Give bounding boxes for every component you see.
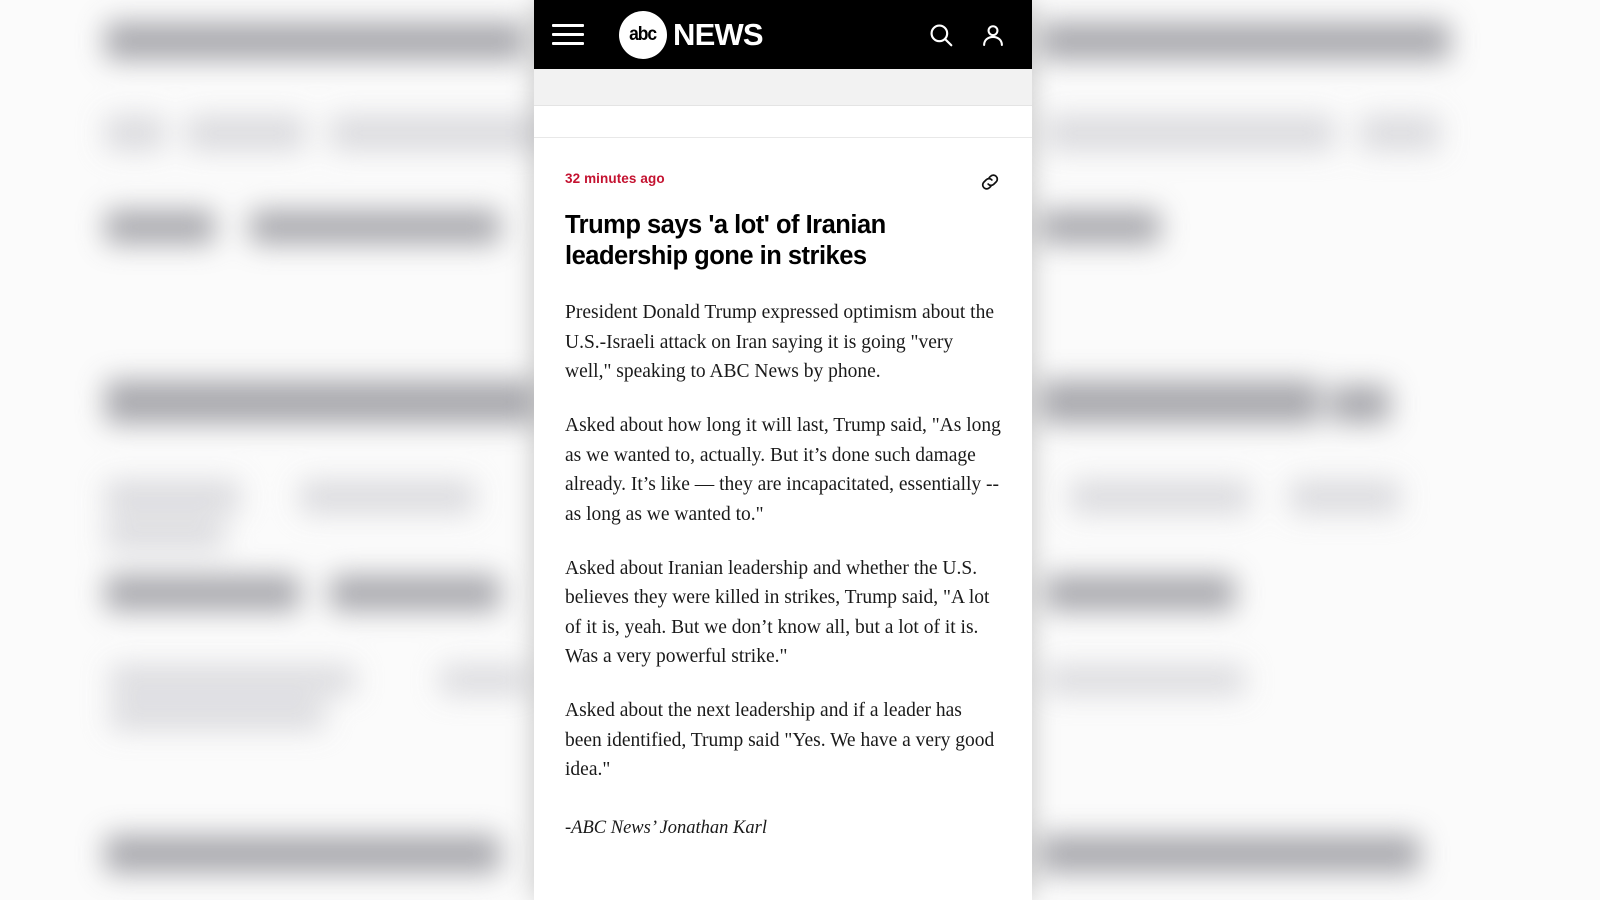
article-paragraph: Asked about the next leadership and if a leader has been identified, Trump said "Yes. We have a very good idea." <box>565 700 995 781</box>
article-meta-row <box>565 171 1001 193</box>
article-paragraph: Asked about how long it will last, Trump said, "As long as we wanted to, actually. But it’s done such damage already. It’s like — they are incapacitated, essentially -- as long as we wanted to." <box>565 415 1001 525</box>
link-share-icon[interactable] <box>979 171 1001 193</box>
header-subbar-secondary <box>534 106 1032 138</box>
article-paragraph: Asked about Iranian leadership and whether the U.S. believes they were killed in strikes, Trump said, "A lot of it is, yeah. But we don’t know all, but a lot of it is. Was a very powerful strike." <box>565 557 990 668</box>
byline: -ABC News’ Jonathan Karl <box>565 817 767 838</box>
header-subbar <box>534 69 1032 106</box>
account-icon[interactable] <box>980 22 1006 48</box>
article-paragraph: President Donald Trump expressed optimism about the U.S.-Israeli attack on Iran saying it is going "very well," speaking to ABC News by phone. <box>565 302 994 383</box>
abc-news-logo[interactable] <box>619 11 763 59</box>
page-title: Trump says 'a lot' of Iranian leadership gone in strikes <box>565 211 886 270</box>
news-wordmark: NEWS <box>673 17 763 52</box>
site-header <box>534 0 1032 69</box>
article-body <box>534 138 1032 839</box>
article-column <box>534 0 1032 900</box>
header-actions <box>928 22 1014 48</box>
hamburger-menu-icon[interactable] <box>552 21 586 49</box>
abc-wordmark: abc <box>629 23 657 45</box>
timestamp: 32 minutes ago <box>565 171 665 186</box>
search-icon[interactable] <box>928 22 954 48</box>
abc-circle-icon <box>619 11 667 59</box>
